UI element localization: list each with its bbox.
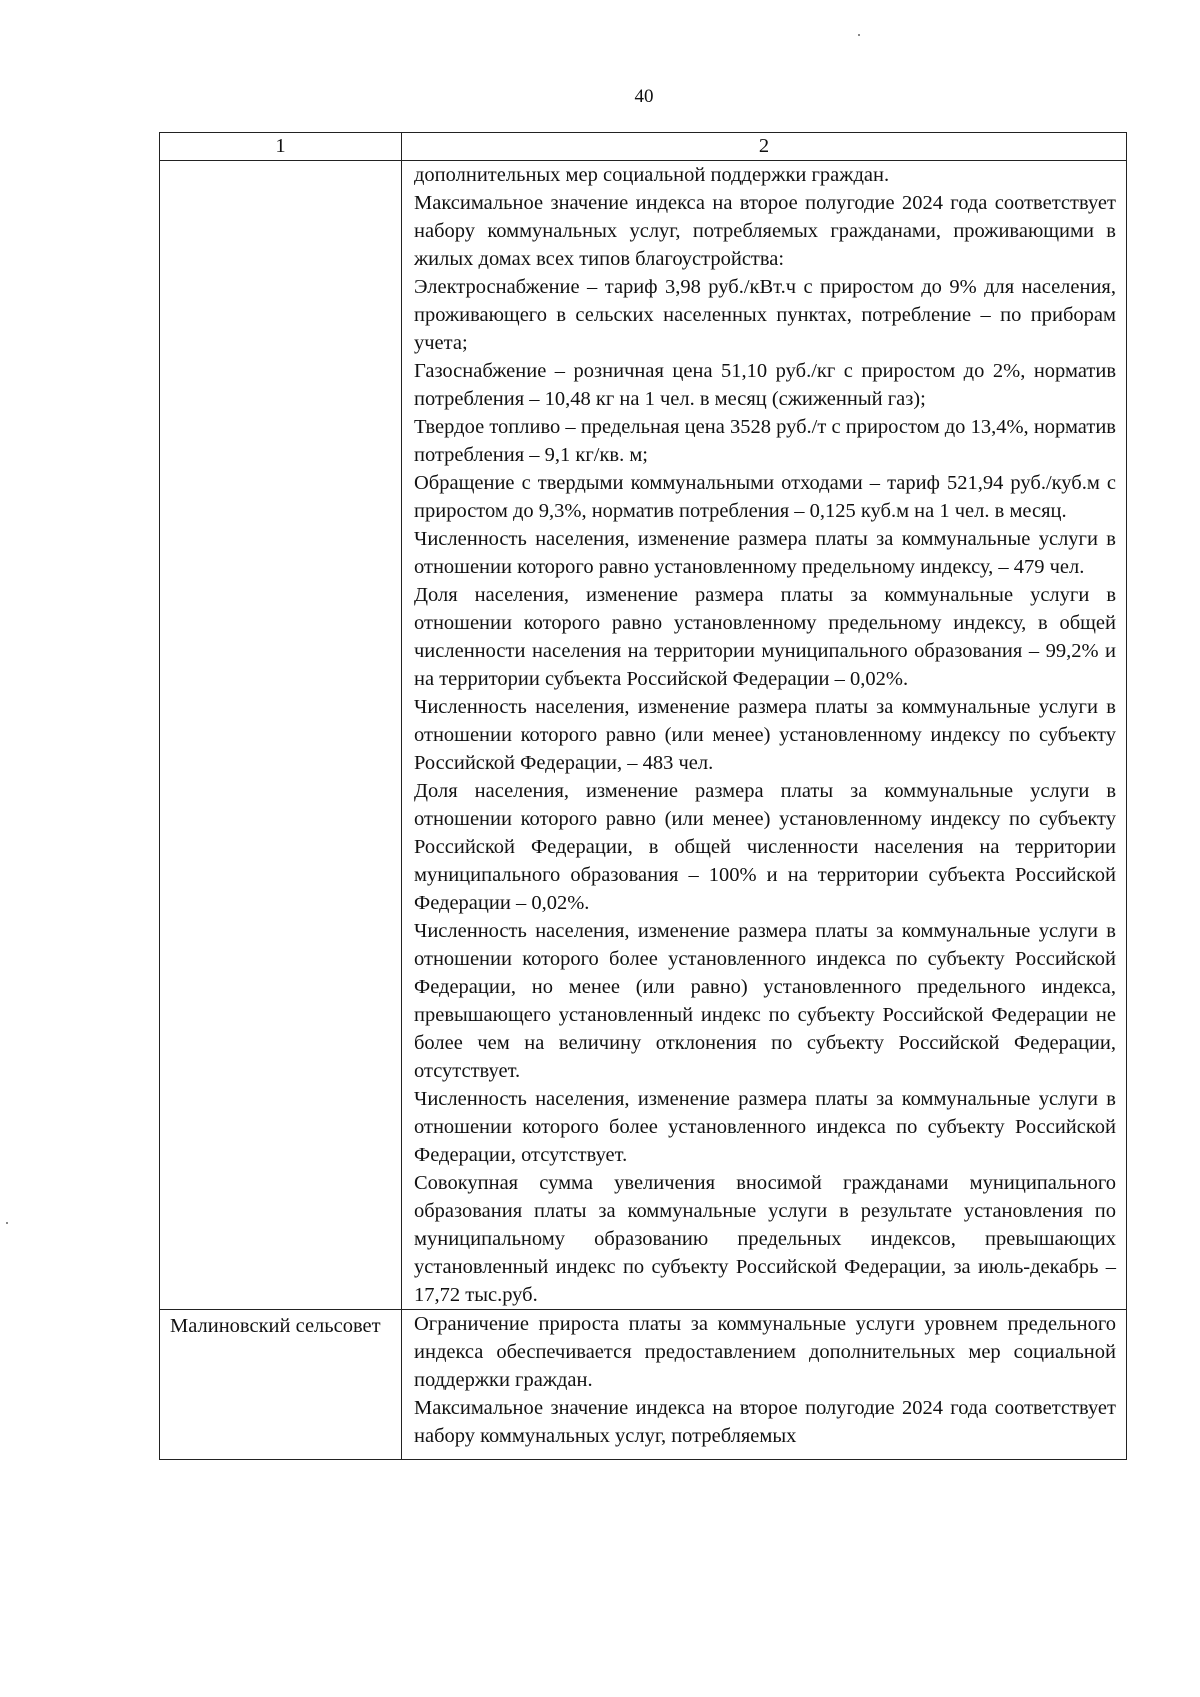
page-number: 40 — [634, 86, 654, 107]
description-cell — [402, 161, 1127, 1310]
municipality-name-cell — [160, 161, 402, 1310]
municipality-name-cell: Малиновский сельсовет — [160, 1310, 402, 1460]
paragraph: Численность населения, изменение размера платы за коммунальные услуги в отношении которого более установленного индекса по субъекту Российской Федерации, но менее (или равно) установленного предельного индекса, превышающего установленный индекс по субъекту Российской Федерации не более чем на величину отклонения по субъекту Российской Федерации, отсутствует. — [414, 920, 1116, 1082]
header-row — [160, 133, 1127, 161]
table-row — [160, 161, 1127, 1310]
paragraph: Максимальное значение индекса на второе полугодие 2024 года соответствует набору коммунальных услуг, потребляемых — [414, 1397, 1116, 1447]
paragraph: дополнительных мер социальной поддержки граждан. — [414, 164, 890, 186]
paragraph: Доля населения, изменение размера платы за коммунальные услуги в отношении которого равно (или менее) установленному индексу по субъекту Российской Федерации, в общей численности населения на территории муниципального образования – 100% и на территории субъекта Российской Федерации – 0,02%. — [414, 780, 1116, 914]
paragraph: Совокупная сумма увеличения вносимой гражданами муниципального образования платы за коммунальные услуги в результате установления по муниципальному образованию предельных индексов, превышающих установленный индекс по субъекту Российской Федерации, за июль-декабрь – 17,72 тыс.руб. — [414, 1172, 1116, 1306]
column-header-2: 2 — [402, 133, 1127, 161]
paragraph: Ограничение прироста платы за коммунальные услуги уровнем предельного индекса обеспечивается предоставлением дополнительных мер социальной поддержки граждан. — [414, 1313, 1116, 1391]
paragraph: Максимальное значение индекса на второе полугодие 2024 года соответствует набору коммунальных услуг, потребляемых гражданами, проживающими в жилых домах всех типов благоустройства: — [414, 192, 1116, 270]
paragraph: Газоснабжение – розничная цена 51,10 руб./кг с приростом до 2%, норматив потребления – 10,48 кг на 1 чел. в месяц (сжиженный газ); — [414, 360, 1116, 410]
paragraph: Обращение с твердыми коммунальными отходами – тариф 521,94 руб./куб.м с приростом до 9,3%, норматив потребления – 0,125 куб.м на 1 чел. в месяц. — [414, 472, 1116, 522]
paragraph: Твердое топливо – предельная цена 3528 руб./т с приростом до 13,4%, норматив потребления – 9,1 кг/кв. м; — [414, 416, 1116, 466]
paragraph: Численность населения, изменение размера платы за коммунальные услуги в отношении которого равно установленному предельному индексу, – 479 чел. — [414, 528, 1116, 578]
paragraph: Численность населения, изменение размера платы за коммунальные услуги в отношении которого более установленного индекса по субъекту Российской Федерации, отсутствует. — [414, 1088, 1116, 1166]
paragraph: Доля населения, изменение размера платы за коммунальные услуги в отношении которого равно установленному предельному индексу, в общей численности населения на территории муниципального образования – 99,2% и на территории субъекта Российской Федерации – 0,02%. — [414, 584, 1116, 690]
description-cell — [402, 1310, 1127, 1460]
paragraph: Электроснабжение – тариф 3,98 руб./кВт.ч с приростом до 9% для населения, проживающего в сельских населенных пунктах, потребление – по приборам учета; — [414, 276, 1116, 354]
column-header-1: 1 — [160, 133, 402, 161]
municipal-index-table — [159, 132, 1127, 1460]
scan-speck — [858, 34, 860, 36]
scan-speck — [6, 1222, 8, 1224]
table-row — [160, 1310, 1127, 1460]
paragraph: Численность населения, изменение размера платы за коммунальные услуги в отношении которого равно (или менее) установленному индексу по субъекту Российской Федерации, – 483 чел. — [414, 696, 1116, 774]
